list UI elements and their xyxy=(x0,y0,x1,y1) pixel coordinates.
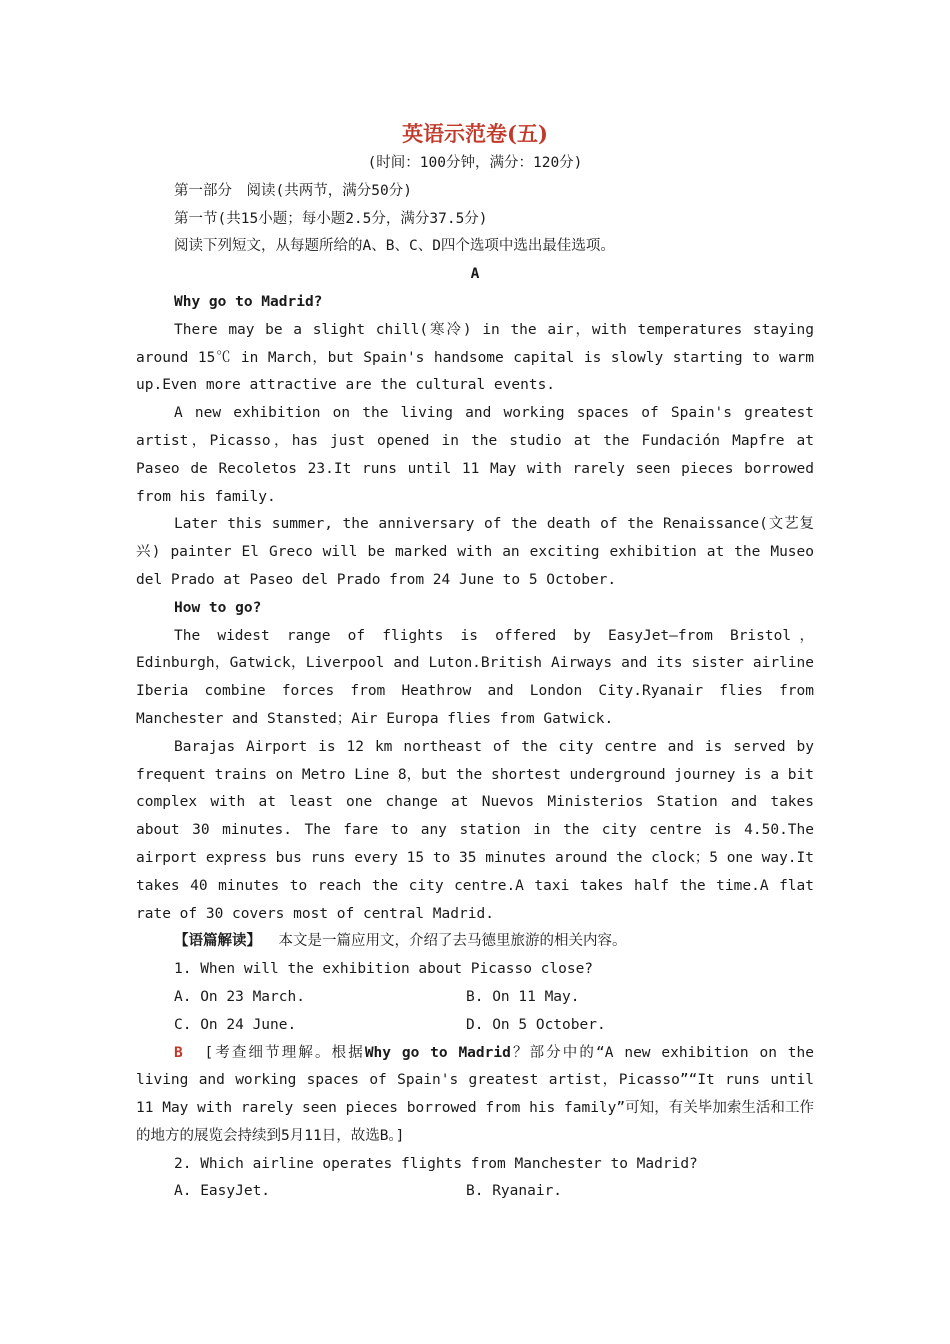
section-heading: 第一节(共15小题；每小题2.5分，满分37.5分) xyxy=(174,210,488,227)
question-2-stem: 2. Which airline operates flights from Manchester to Madrid? xyxy=(174,1155,698,1172)
paragraph-4: The widest range of flights is offered by EasyJet—from Bristol，Edinburgh，Gatwick，Liverpool and Luton.British Airways and its sister airline Iberia combine forces from Heathrow and London City.Ryanair flies from Manchester and Stansted；Air Europa flies from Gatwick. xyxy=(136,627,814,727)
answer-bold: Why go to Madrid xyxy=(364,1044,511,1061)
time-info: (时间：100分钟，满分：120分) xyxy=(367,155,583,171)
part-heading: 第一部分 阅读(共两节，满分50分) xyxy=(174,182,412,199)
option-c: C. On 24 June. xyxy=(174,1016,297,1033)
question-2-options-row-1 xyxy=(136,1178,814,1206)
exam-title: 英语示范卷(五) xyxy=(402,121,548,146)
answer-pre: [考查细节理解。根据 xyxy=(204,1044,365,1061)
answer-letter: B xyxy=(174,1044,183,1061)
analysis-label: 【语篇解读】 xyxy=(174,933,261,950)
question-1-options-row-2 xyxy=(136,1012,814,1040)
instruction: 阅读下列短文，从每题所给的A、B、C、D四个选项中选出最佳选项。 xyxy=(174,238,615,255)
option-a: A. EasyJet. xyxy=(174,1183,271,1200)
question-1-stem: 1. When will the exhibition about Picasso close? xyxy=(174,961,594,978)
passage-letter: A xyxy=(470,266,480,283)
paragraph-3: Later this summer, the anniversary of the death of the Renaissance(文艺复兴) painter El Greco will be marked with an exciting exhibition at the Museo del Prado at Paseo del Prado from 24 June to 5 October. xyxy=(136,516,814,588)
heading-how-to-go: How to go? xyxy=(174,599,262,616)
option-b: B. On 11 May. xyxy=(466,988,580,1005)
heading-why-go: Why go to Madrid? xyxy=(174,293,323,310)
passage-analysis xyxy=(136,928,814,956)
option-d: D. On 5 October. xyxy=(466,1016,606,1033)
answer-1-explanation xyxy=(136,1040,814,1151)
paragraph-5: Barajas Airport is 12 km northeast of the city centre and is served by frequent trains on Metro Line 8，but the shortest underground journey is a bit complex with at least one change at Nuevos Ministerios Station and takes about 30 minutes. The fare to any station in the city centre is 4.50.The airport express bus runs every 15 to 35 minutes around the clock；5 one way.It takes 40 minutes to reach the city centre.A taxi takes half the time.A flat rate of 30 covers most of central Madrid. xyxy=(136,738,814,922)
option-a: A. On 23 March. xyxy=(174,988,305,1005)
analysis-text: 本文是一篇应用文，介绍了去马德里旅游的相关内容。 xyxy=(278,933,627,950)
question-1-options-row-1 xyxy=(136,984,814,1012)
option-b: B. Ryanair. xyxy=(466,1183,563,1200)
answer-post: ？部分中的“A new exhibition on the living and working spaces of Spain's greatest artist，Picasso”“It runs until 11 May with rarely seen pieces borrowed from his family”可知，有关毕加索生活和工作的地方的展览会持续到5月11日，故选B。] xyxy=(136,1044,815,1144)
document-page xyxy=(136,118,814,1206)
paragraph-1: There may be a slight chill(寒冷) in the air，with temperatures staying around 15℃ in March，but Spain's handsome capital is slowly starting to warm up.Even more attractive are the cultural events. xyxy=(136,321,814,394)
paragraph-2: A new exhibition on the living and working spaces of Spain's greatest artist，Picasso，has just opened in the studio at the Fundación Mapfre at Paseo de Recoletos 23.It runs until 11 May with rarely seen pieces borrowed from his family. xyxy=(136,405,814,505)
